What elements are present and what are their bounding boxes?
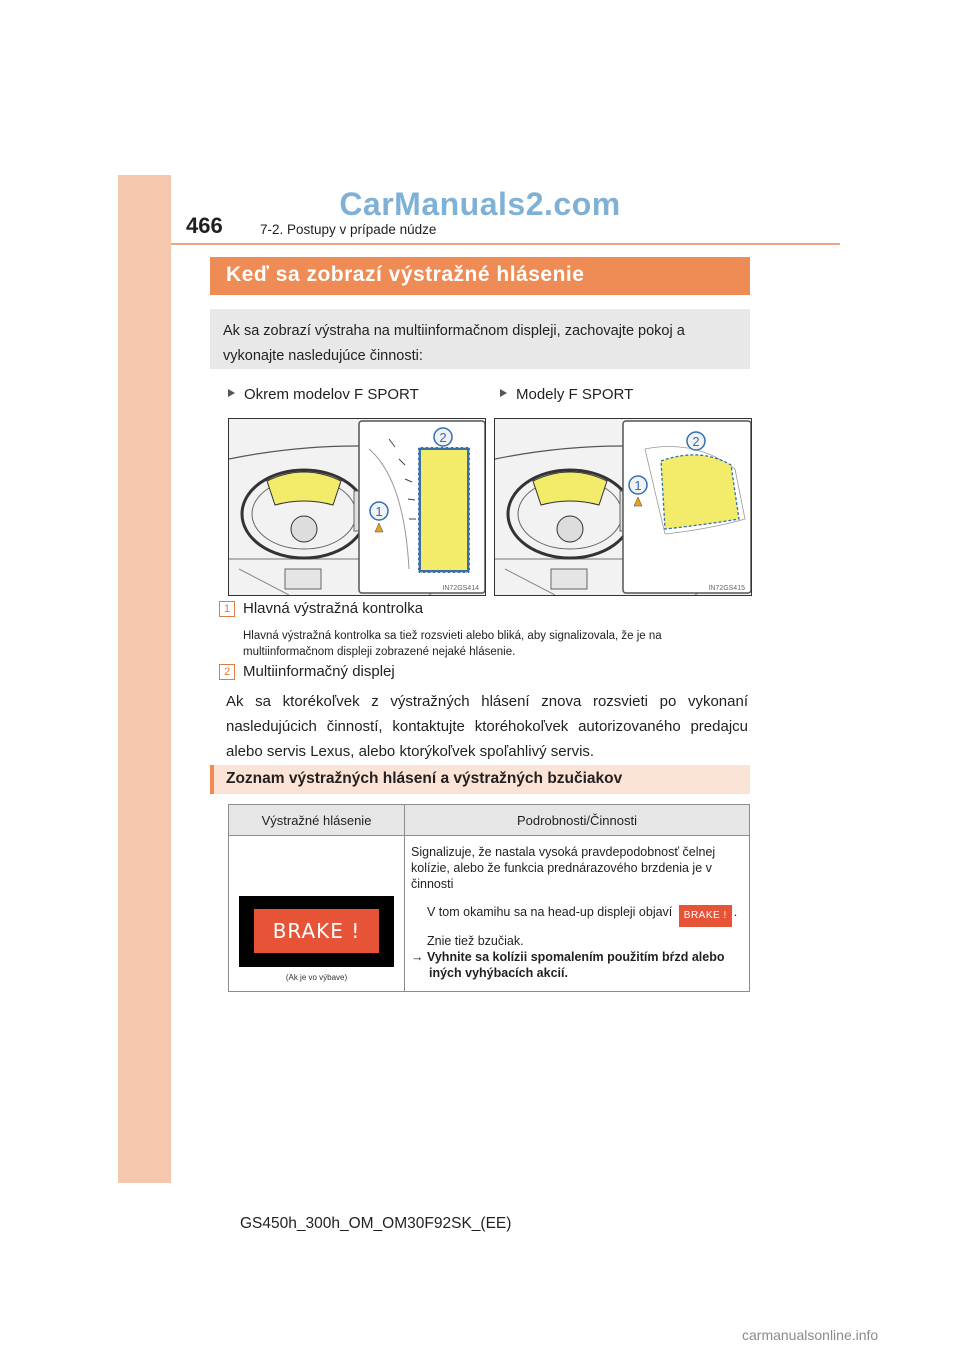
body-paragraph: Ak sa ktorékoľvek z výstražných hlásení znova rozsvieti po vykonaní nasledujúcich činností, kontaktujte ktoréhokoľvek autorizovaného predajcu alebo servis Lexus, alebo ktorýkoľvek spoľahlivý servis.	[226, 693, 748, 760]
brake-message-cell	[230, 837, 403, 982]
section-title-bar	[210, 257, 750, 295]
intro-box: Ak sa zobrazí výstraha na multiinformačnom displeji, zachovajte pokoj a vykonajte nasledujúce činnosti:	[210, 309, 750, 369]
figure-caption-standard: Okrem modelov F SPORT	[228, 386, 419, 403]
warning-table	[228, 804, 750, 992]
footer-model-code: GS450h_300h_OM_OM30F92SK_(EE)	[240, 1215, 512, 1232]
table-row	[229, 836, 750, 992]
header-rule	[171, 243, 840, 245]
hud-brake-chip: BRAKE !	[679, 905, 732, 927]
figure-code-fsport: IN72GS415	[708, 585, 745, 592]
buzzer-line: Znie tiež bzučiak.	[427, 934, 524, 948]
item-note-master-warning: Hlavná výstražná kontrolka sa tiež rozsvieti alebo bliká, aby signalizovala, že je na multiinformačnom displeji zobrazené nejaké hlásenie.	[243, 630, 662, 658]
dashboard-illustration-standard	[228, 418, 486, 596]
item-title-multi-display: Multiinformačný displej	[243, 663, 395, 680]
subsection-title-bar	[210, 765, 750, 794]
triangle-bullet-icon	[500, 389, 507, 397]
equipment-note: (Ak je vo výbave)	[285, 973, 348, 982]
action-line: → Vyhnite sa kolízii spomalením použitím bŕzd alebo iných vyhýbacích akcií.	[411, 950, 725, 980]
item-number-badge: 1	[219, 601, 235, 617]
figure-caption-fsport: Modely F SPORT	[500, 386, 633, 403]
item-title-master-warning: Hlavná výstražná kontrolka	[243, 600, 424, 617]
watermark-top[interactable]: CarManuals2.com	[339, 186, 621, 222]
side-band	[118, 175, 171, 1183]
svg-text:1: 1	[634, 478, 642, 493]
details-text: Signalizuje, že nastala vysoká pravdepodobnosť čelnej kolízie, alebo že funkcia prednárazového brzdenia je v činnosti	[411, 845, 716, 891]
table-header-row	[229, 805, 750, 836]
section-header: 7-2. Postupy v prípade núdze	[260, 222, 437, 237]
svg-text:2: 2	[439, 430, 447, 445]
brake-warning-display	[239, 896, 394, 967]
brake-warning-label: BRAKE !	[254, 909, 379, 953]
dashboard-illustration-fsport	[494, 418, 752, 596]
triangle-bullet-icon	[228, 389, 235, 397]
page-number: 466	[186, 213, 223, 238]
subsection-title: Zoznam výstražných hlásení a výstražných bzučiakov	[226, 770, 623, 787]
svg-text:2: 2	[692, 434, 700, 449]
details-cell	[405, 836, 750, 992]
hud-line: V tom okamihu sa na head-up displeji objaví BRAKE ! .	[411, 904, 743, 927]
watermark-bottom[interactable]: carmanualsonline.info	[742, 1327, 879, 1343]
arrow-right-icon: →	[411, 950, 424, 964]
svg-text:1: 1	[375, 504, 383, 519]
item-number-badge: 2	[219, 664, 235, 680]
table-header-details: Podrobnosti/Činnosti	[405, 805, 750, 836]
figure-code-standard: IN72GS414	[442, 585, 479, 592]
page-title: Keď sa zobrazí výstražné hlásenie	[226, 263, 585, 286]
table-header-message: Výstražné hlásenie	[229, 805, 405, 836]
